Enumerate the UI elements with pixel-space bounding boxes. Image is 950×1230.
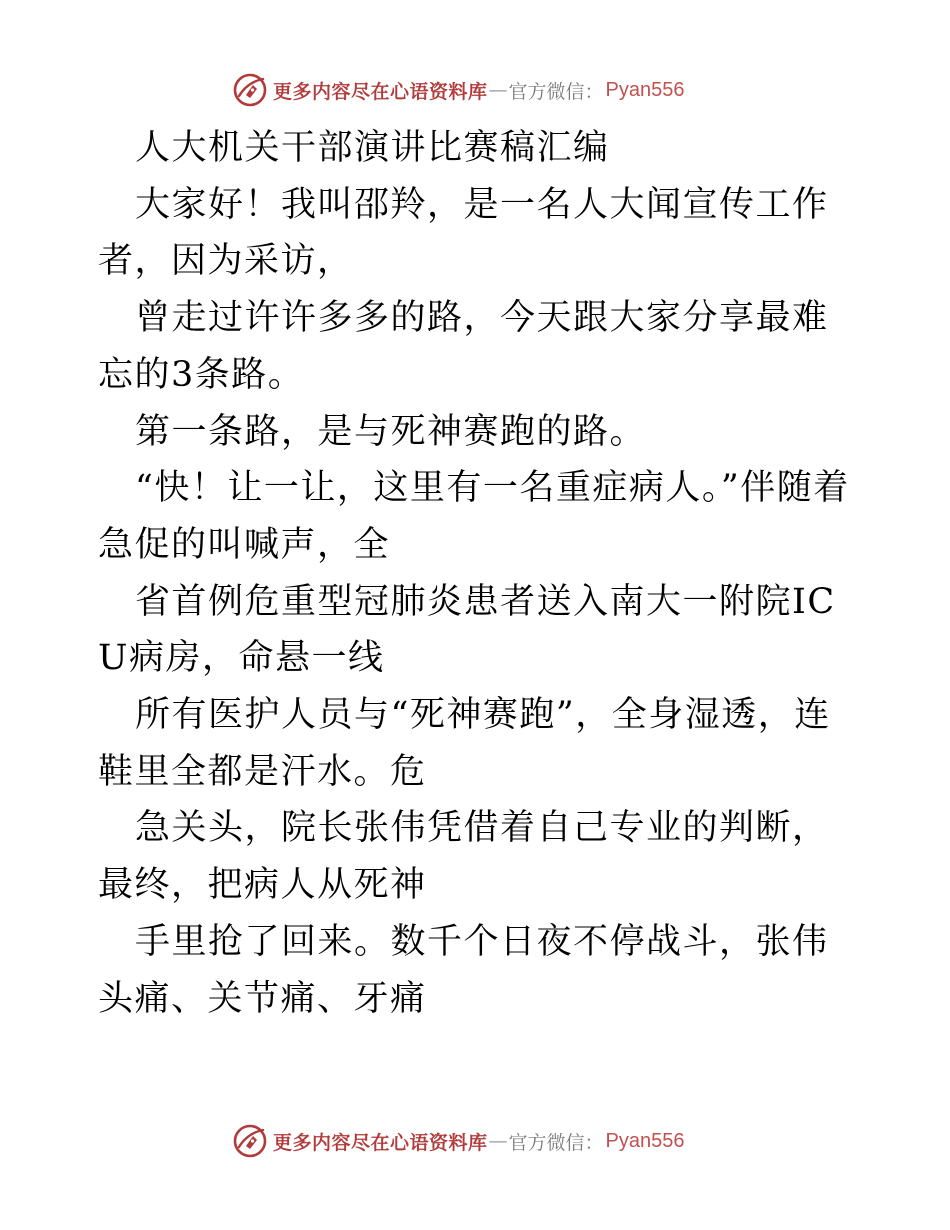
pen-nib-logo-icon <box>233 73 267 107</box>
paragraph: 第一条路，是与死神赛跑的路。 <box>135 411 647 452</box>
document-title: 人大机关干部演讲比赛稿汇编 <box>135 128 610 168</box>
header-dash: — <box>488 79 508 101</box>
paragraph: “快！让一让，这里有一名重症病人。”伴随着急促的叫喊声，全 <box>98 468 850 565</box>
paragraph: 大家好！我叫邵羚，是一名人大闻宣传工作者，因为采访， <box>98 184 829 282</box>
header-wechat-label: 官方微信： <box>508 80 604 103</box>
footer-watermark-banner <box>233 1124 685 1158</box>
paragraph: 省首例危重型冠肺炎患者送入南大一附院ICU病房，命悬一线 <box>98 581 836 679</box>
document-body <box>98 120 858 1027</box>
pen-nib-logo-icon <box>233 1124 267 1158</box>
header-watermark-banner <box>233 73 685 107</box>
paragraph: 手里抢了回来。数千个日夜不停战斗，张伟头痛、关节痛、牙痛 <box>98 921 829 1019</box>
header-site-text: 更多内容尽在心语资料库 <box>273 80 488 103</box>
header-wechat-id: Pyan556 <box>605 78 685 101</box>
footer-site-text: 更多内容尽在心语资料库 <box>273 1131 488 1154</box>
footer-dash: — <box>488 1130 508 1152</box>
footer-wechat-id: Pyan556 <box>605 1129 685 1152</box>
paragraph: 急关头，院长张伟凭借着自己专业的判断，最终，把病人从死神 <box>98 808 829 906</box>
paragraph: 曾走过许许多多的路，今天跟大家分享最难忘的3条路。 <box>98 298 829 395</box>
paragraph: 所有医护人员与“死神赛跑”，全身湿透，连鞋里全都是汗水。危 <box>98 695 831 792</box>
footer-wechat-label: 官方微信： <box>508 1131 604 1154</box>
